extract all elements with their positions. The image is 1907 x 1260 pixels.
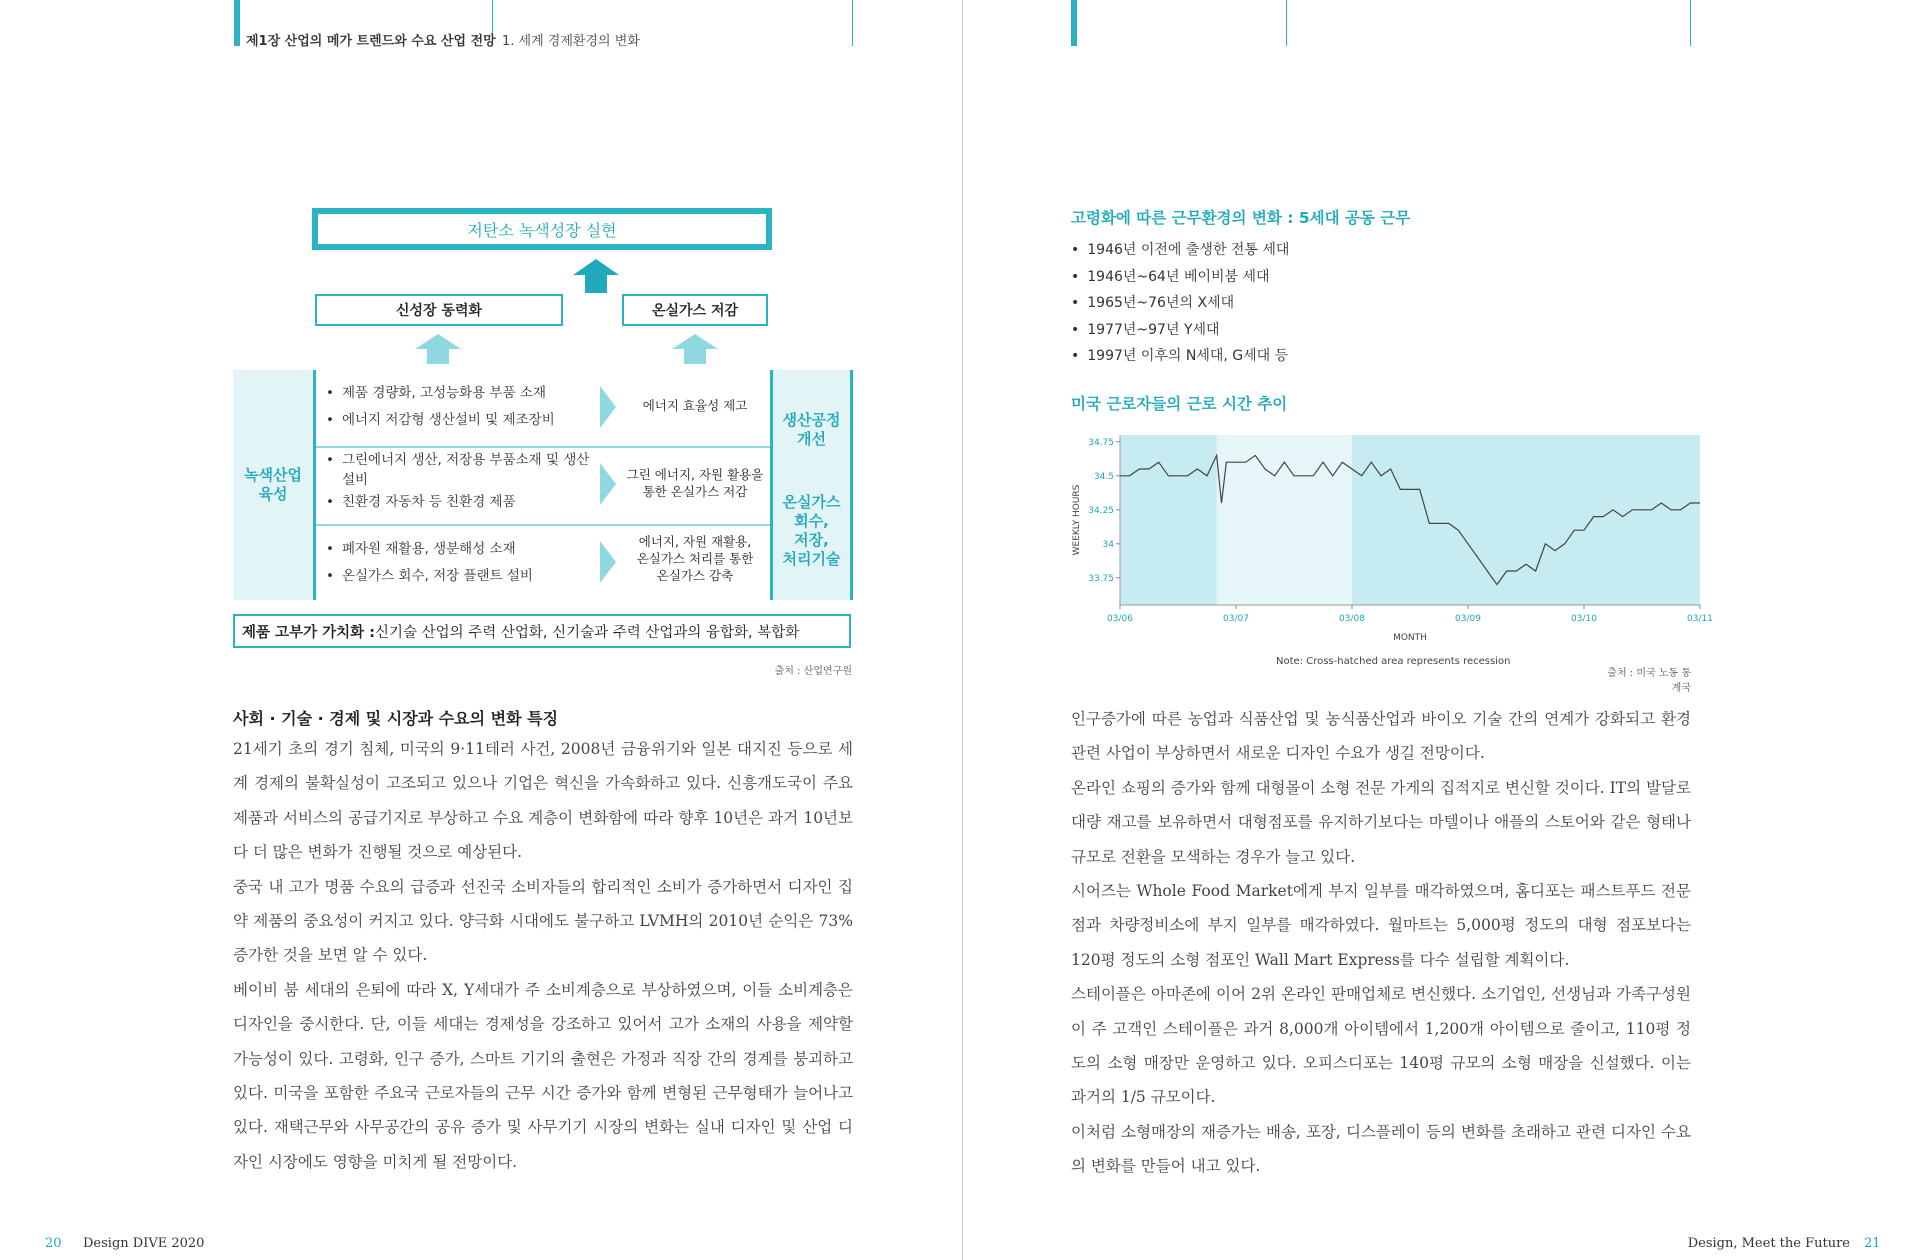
work-hours-chart — [1065, 425, 1713, 665]
y-tick-label: 34.5 — [1093, 471, 1114, 482]
y-tick-label: 34 — [1102, 539, 1114, 550]
up-arrow-icon — [573, 259, 619, 293]
chart-source: 출처 : 미국 노동 통계국 — [1607, 668, 1691, 694]
diagram-row-items: • 폐자원 재활용, 생분해성 소재 • 온실가스 회수, 저장 플랜트 설비 — [326, 536, 596, 589]
x-axis-label: MONTH — [1393, 633, 1427, 643]
publication-subtitle: Design, Meet the Future — [1687, 1236, 1850, 1251]
diagram-top-goal: 저탄소 녹색성장 실현 — [312, 208, 772, 250]
diagram-row-items: • 제품 경량화, 고성능화용 부품 소재 • 에너지 저감형 생산설비 및 제조장비 — [326, 380, 596, 433]
page-gutter — [962, 0, 963, 1260]
diagram-right-side-top: 생산공정 개선 — [770, 370, 853, 490]
x-tick-label: 03/10 — [1571, 614, 1597, 624]
up-arrow-icon — [415, 334, 461, 364]
chart-note: Note: Cross-hatched area represents recession — [1276, 656, 1511, 667]
publication-title: Design DIVE 2020 — [83, 1236, 205, 1251]
y-tick-label: 34.75 — [1088, 437, 1114, 448]
y-axis-label: WEEKLY HOURS — [1072, 484, 1082, 556]
diagram-left-side: 녹색산업 육성 — [233, 370, 313, 600]
chapter-title: 제1장 산업의 메가 트렌드와 수요 산업 전망 — [246, 34, 496, 49]
x-tick-label: 03/06 — [1107, 614, 1133, 624]
diagram-row-result: 그린 에너지, 자원 활용을 통한 온실가스 저감 — [626, 467, 764, 499]
diagram-right-goal: 온실가스 저감 — [622, 294, 768, 326]
recession-area — [1352, 435, 1700, 605]
header-accent-bar — [1071, 0, 1077, 46]
chevron-right-icon — [600, 541, 616, 583]
up-arrow-icon — [672, 334, 718, 364]
x-tick-label: 03/11 — [1687, 614, 1713, 624]
diagram-source: 출처 : 산업연구원 — [774, 666, 852, 677]
generations-title: 고령화에 따른 근무환경의 변화 : 5세대 공동 근무 — [1071, 209, 1411, 227]
x-tick-label: 03/08 — [1339, 614, 1365, 624]
header-divider — [852, 0, 853, 46]
diagram-row-result: 에너지 효율성 제고 — [642, 398, 748, 413]
diagram-right-side-bottom: 온실가스 회수, 저장, 처리기술 — [770, 462, 853, 600]
chevron-right-icon — [600, 463, 616, 505]
diagram-row-result: 에너지, 자원 재활용, 온실가스 처리를 통한 온실가스 감축 — [636, 534, 754, 583]
generations-list: • 1946년 이전에 출생한 전통 세대 • 1946년~64년 베이비붐 세대 • 1965년~76년의 X세대 • 1977년~97년 Y세대 • 1997년 이후의 N세대, G세대 등 — [1071, 237, 1289, 370]
x-tick-label: 03/09 — [1455, 614, 1481, 624]
section-heading: 사회 · 기술 · 경제 및 시장과 수요의 변화 특징 — [233, 709, 559, 728]
diagram-row-items: • 그린에너지 생산, 저장용 부품소재 및 생산설비 • 친환경 자동차 등 친환경 제품 — [326, 450, 596, 514]
body-text-right: 인구증가에 따른 농업과 식품산업 및 농식품산업과 바이오 기술 간의 연계가 강화되고 환경관련 사업이 부상하면서 새로운 디자인 수요가 생길 전망이다. 온라인 쇼핑의 증가와 함께 대형몰이 소형 전문 가게의 집적지로 변신할 것이다. IT의 발달로 대량 재고를 보유하면서 대형점포를 유지하기보다는 마텔이나 애플의 스토어와 같은 형태나 규모로 전환을 모색하는 경우가 늘고 있다. 시어즈는 Whole Food Market에게 부지 일부를 매각하였으며, 홈디포는 패스트푸드 전문점과 차량정비소에 부지 일부를 매각하였다. 월마트는 5,000평 정도의 대형 점포보다는 120평 정도의 소형 점포인 Wall Mart Express를 다수 설립할 계획이다. 스테이플은 아마존에 이어 2위 온라인 판매업체로 변신했다. 소기업인, 선생님과 가족구성원이 주 고객인 스테이플은 과거 8,000개 아이템에서 1,200개 아이템으로 줄이고, 110평 정도의 소형 매장만 운영하고 있다. 오피스디포는 140평 규모의 소형 매장을 신설했다. 이는 과거의 1/5 규모이다. 이처럼 소형매장의 재증가는 배송, 포장, 디스플레이 등의 변화를 초래하고 관련 디자인 수요의 변화를 만들어 내고 있다. — [1071, 710, 1691, 1176]
diagram-bottom-box: 제품 고부가 가치화 : 신기술 산업의 주력 산업화, 신기술과 주력 산업과의 융합화, 복합화 — [233, 614, 851, 648]
section-title: 1. 세계 경제환경의 변화 — [502, 34, 640, 49]
recession-area — [1120, 435, 1217, 605]
y-tick-label: 33.75 — [1088, 573, 1114, 584]
header-divider — [1690, 0, 1691, 46]
page-number-left: 20 — [45, 1236, 62, 1251]
header-accent-bar — [234, 0, 240, 46]
x-tick-label: 03/07 — [1223, 614, 1249, 624]
header-divider — [1286, 0, 1287, 46]
body-text-left: 21세기 초의 경기 침체, 미국의 9·11테러 사건, 2008년 금융위기와 일본 대지진 등으로 세계 경제의 불확실성이 고조되고 있으나 기업은 혁신을 가속화하고 있다. 신흥개도국이 주요 제품과 서비스의 공급기지로 부상하고 수요 계층이 변화함에 따라 향후 10년은 과거 10년보다 더 많은 변화가 진행될 것으로 예상된다. 중국 내 고가 명품 수요의 급증과 선진국 소비자들의 합리적인 소비가 증가하면서 디자인 집약 제품의 중요성이 커지고 있다. 양극화 시대에도 불구하고 LVMH의 2010년 순익은 73% 증가한 것을 보면 알 수 있다. 베이비 붐 세대의 은퇴에 따라 X, Y세대가 주 소비계층으로 부상하였으며, 이들 소비계층은 디자인을 중시한다. 단, 이들 세대는 경제성을 강조하고 있어서 고가 소재의 사용을 제약할 가능성이 있다. 고령화, 인구 증가, 스마트 기기의 출현은 가정과 직장 간의 경계를 붕괴하고 있다. 미국을 포함한 주요국 근로자들의 근무 시간 증가와 함께 변형된 근무형태가 늘어나고 있다. 재택근무와 사무공간의 공유 증가 및 사무기기 시장의 변화는 실내 디자인 및 산업 디자인 시장에도 영향을 미치게 될 전망이다. — [233, 740, 853, 1171]
chevron-right-icon — [600, 386, 616, 428]
y-tick-label: 34.25 — [1088, 505, 1114, 516]
diagram-left-goal: 신성장 동력화 — [315, 294, 563, 326]
chart-heading: 미국 근로자들의 근로 시간 추이 — [1071, 395, 1288, 413]
page-number-right: 21 — [1864, 1236, 1881, 1251]
